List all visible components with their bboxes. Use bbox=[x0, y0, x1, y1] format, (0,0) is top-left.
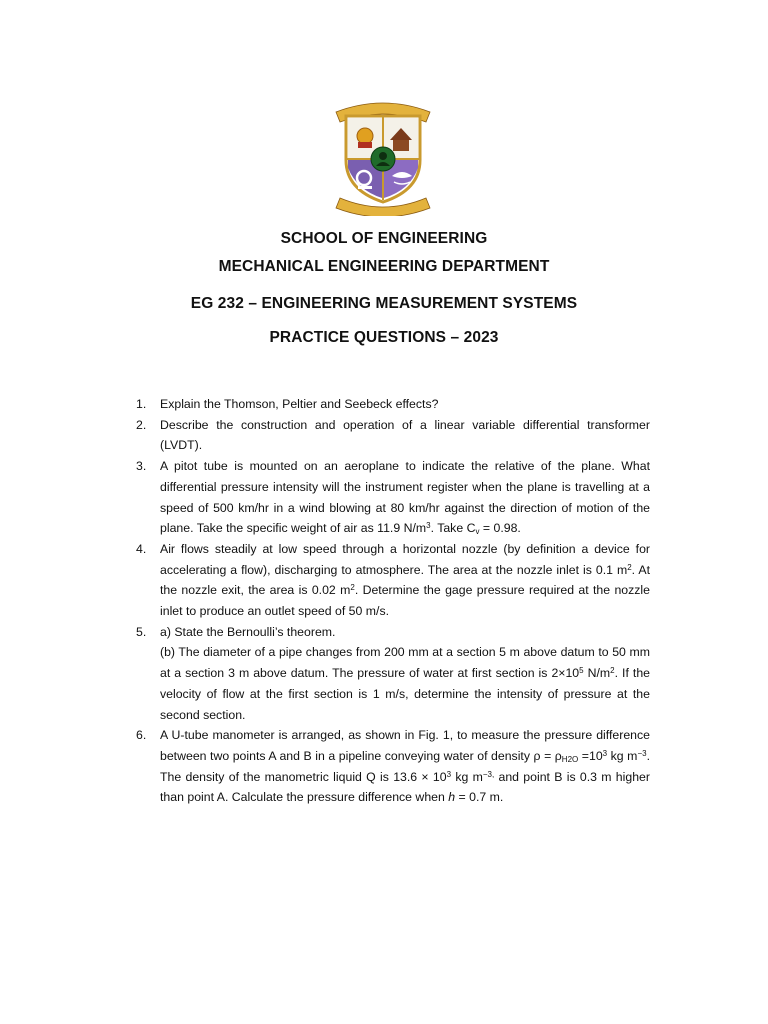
question-part-b: (b) The diameter of a pipe changes from 200 mm at a section 5 m above datum to 50 mm at a section 3 m above datum. The pressure of water at first section is $2\times 10^5$ $N/m^2$. If the velocity of flow at the first section is 1 m/s, determine the intensity of pressure at the second section. bbox=[160, 645, 650, 722]
question-text: Air flows steadily at low speed through a horizontal nozzle (by definition a device for accelerating a flow), discharging to atmosphere. The area at the nozzle inlet is 0.1 $m^2$. At the nozzle exit, the area is 0.02 $m^2$. Determine the gage pressure required at the nozzle inlet to produce an outlet speed of 50 m/s. bbox=[160, 541, 650, 619]
question-number: 1. bbox=[136, 397, 147, 411]
question-text bbox=[160, 622, 650, 726]
sun-icon bbox=[357, 128, 373, 144]
question-5 bbox=[136, 622, 650, 726]
book-icon bbox=[358, 142, 372, 148]
question-text: Explain the Thomson, Peltier and Seebeck effects? bbox=[160, 397, 439, 411]
page-title: PRACTICE QUESTIONS – 2023 bbox=[269, 329, 499, 346]
question-number: 5. bbox=[136, 624, 147, 639]
question-text: A U-tube manometer is arranged, as shown in Fig. 1, to measure the pressure difference between two points A and B in a pipeline conveying water of density $\rho = \rho_{H2O} =10^3$ kg $m^{-3}$. The density of the manometric liquid Q is $13.6 \times 10^3$ kg $m^{-3,}$ and point B is 0.3 m higher than point A. Calculate the pressure difference when h = 0.7 m. bbox=[160, 728, 650, 805]
questions-list bbox=[136, 394, 650, 808]
question-1 bbox=[136, 394, 650, 415]
department-heading: MECHANICAL ENGINEERING DEPARTMENT bbox=[218, 258, 550, 275]
question-3 bbox=[136, 456, 650, 539]
question-number: 3. bbox=[136, 459, 147, 474]
question-text: A pitot tube is mounted on an aeroplane to indicate the relative of the plane. What differential pressure intensity will the instrument register when the plane is travelling at a speed of 500 km/hr in a wind blowing at 80 km/hr against the direction of motion of the plane. Take the specific weight of air as 11.9 $N/m^3$. Take $C_v = 0.98$. bbox=[160, 459, 650, 537]
question-4 bbox=[136, 539, 650, 622]
question-text: Describe the construction and operation of a linear variable differential transformer (LVDT). bbox=[160, 417, 650, 453]
university-crest-logo bbox=[332, 98, 434, 216]
course-heading: EG 232 – ENGINEERING MEASUREMENT SYSTEMS bbox=[190, 295, 578, 312]
question-6 bbox=[136, 725, 650, 808]
question-2 bbox=[136, 415, 650, 456]
question-part-a: a) State the Bernoulli’s theorem. bbox=[160, 624, 336, 639]
question-number: 2. bbox=[136, 417, 147, 432]
question-number: 6. bbox=[136, 728, 147, 743]
school-heading: SCHOOL OF ENGINEERING bbox=[280, 230, 488, 247]
question-number: 4. bbox=[136, 541, 147, 556]
